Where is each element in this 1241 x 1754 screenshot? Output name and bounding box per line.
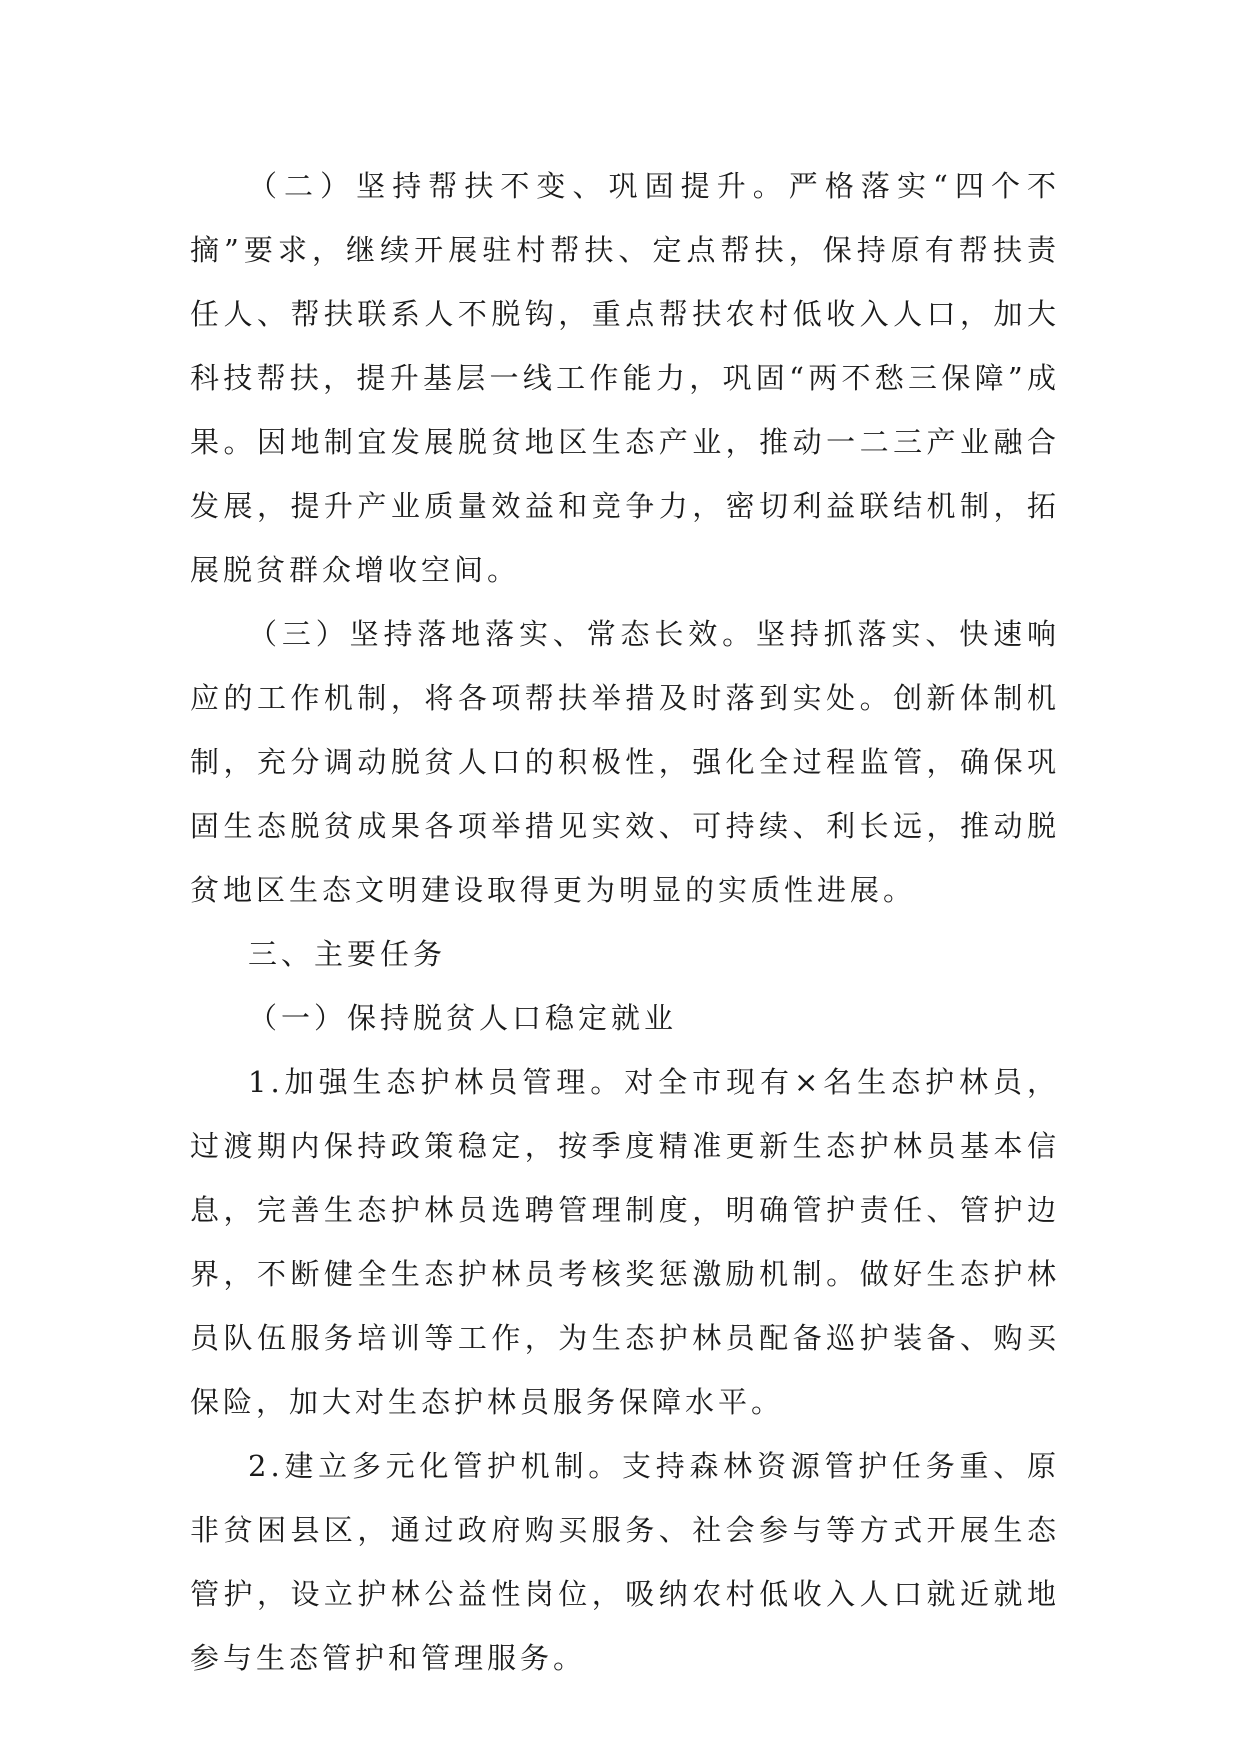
paragraph-task-1: 1.加强生态护林员管理。对全市现有×名生态护林员，过渡期内保持政策稳定，按季度精准更新生态护林员基本信息，完善生态护林员选聘管理制度，明确管护责任、管护边界，不断健全生态护林员考核奖惩激励机制。做好生态护林员队伍服务培训等工作，为生态护林员配备巡护装备、购买保险，加大对生态护林员服务保障水平。 [190,1065,1060,1419]
paragraph-task-2: 2.建立多元化管护机制。支持森林资源管护任务重、原非贫困县区，通过政府购买服务、社会参与等方式开展生态管护，设立护林公益性岗位，吸纳农村低收入人口就近就地参与生态管护和管理服务。 [190,1449,1060,1675]
subsection-heading-employment: （一）保持脱贫人口稳定就业 [248,1001,678,1035]
paragraph-principle-2: （二）坚持帮扶不变、巩固提升。严格落实“四个不摘”要求，继续开展驻村帮扶、定点帮扶，保持原有帮扶责任人、帮扶联系人不脱钩，重点帮扶农村低收入人口，加大科技帮扶，提升基层一线工作能力，巩固“两不愁三保障”成果。因地制宜发展脱贫地区生态产业，推动一二三产业融合发展，提升产业质量效益和竞争力，密切利益联结机制，拓展脱贫群众增收空间。 [190,169,1060,587]
paragraph-principle-3: （三）坚持落地落实、常态长效。坚持抓落实、快速响应的工作机制，将各项帮扶举措及时落到实处。创新体制机制，充分调动脱贫人口的积极性，强化全过程监管，确保巩固生态脱贫成果各项举措见实效、可持续、利长远，推动脱贫地区生态文明建设取得更为明显的实质性进展。 [190,617,1060,907]
document-body [190,154,1060,1690]
section-heading-main-tasks: 三、主要任务 [248,937,447,971]
